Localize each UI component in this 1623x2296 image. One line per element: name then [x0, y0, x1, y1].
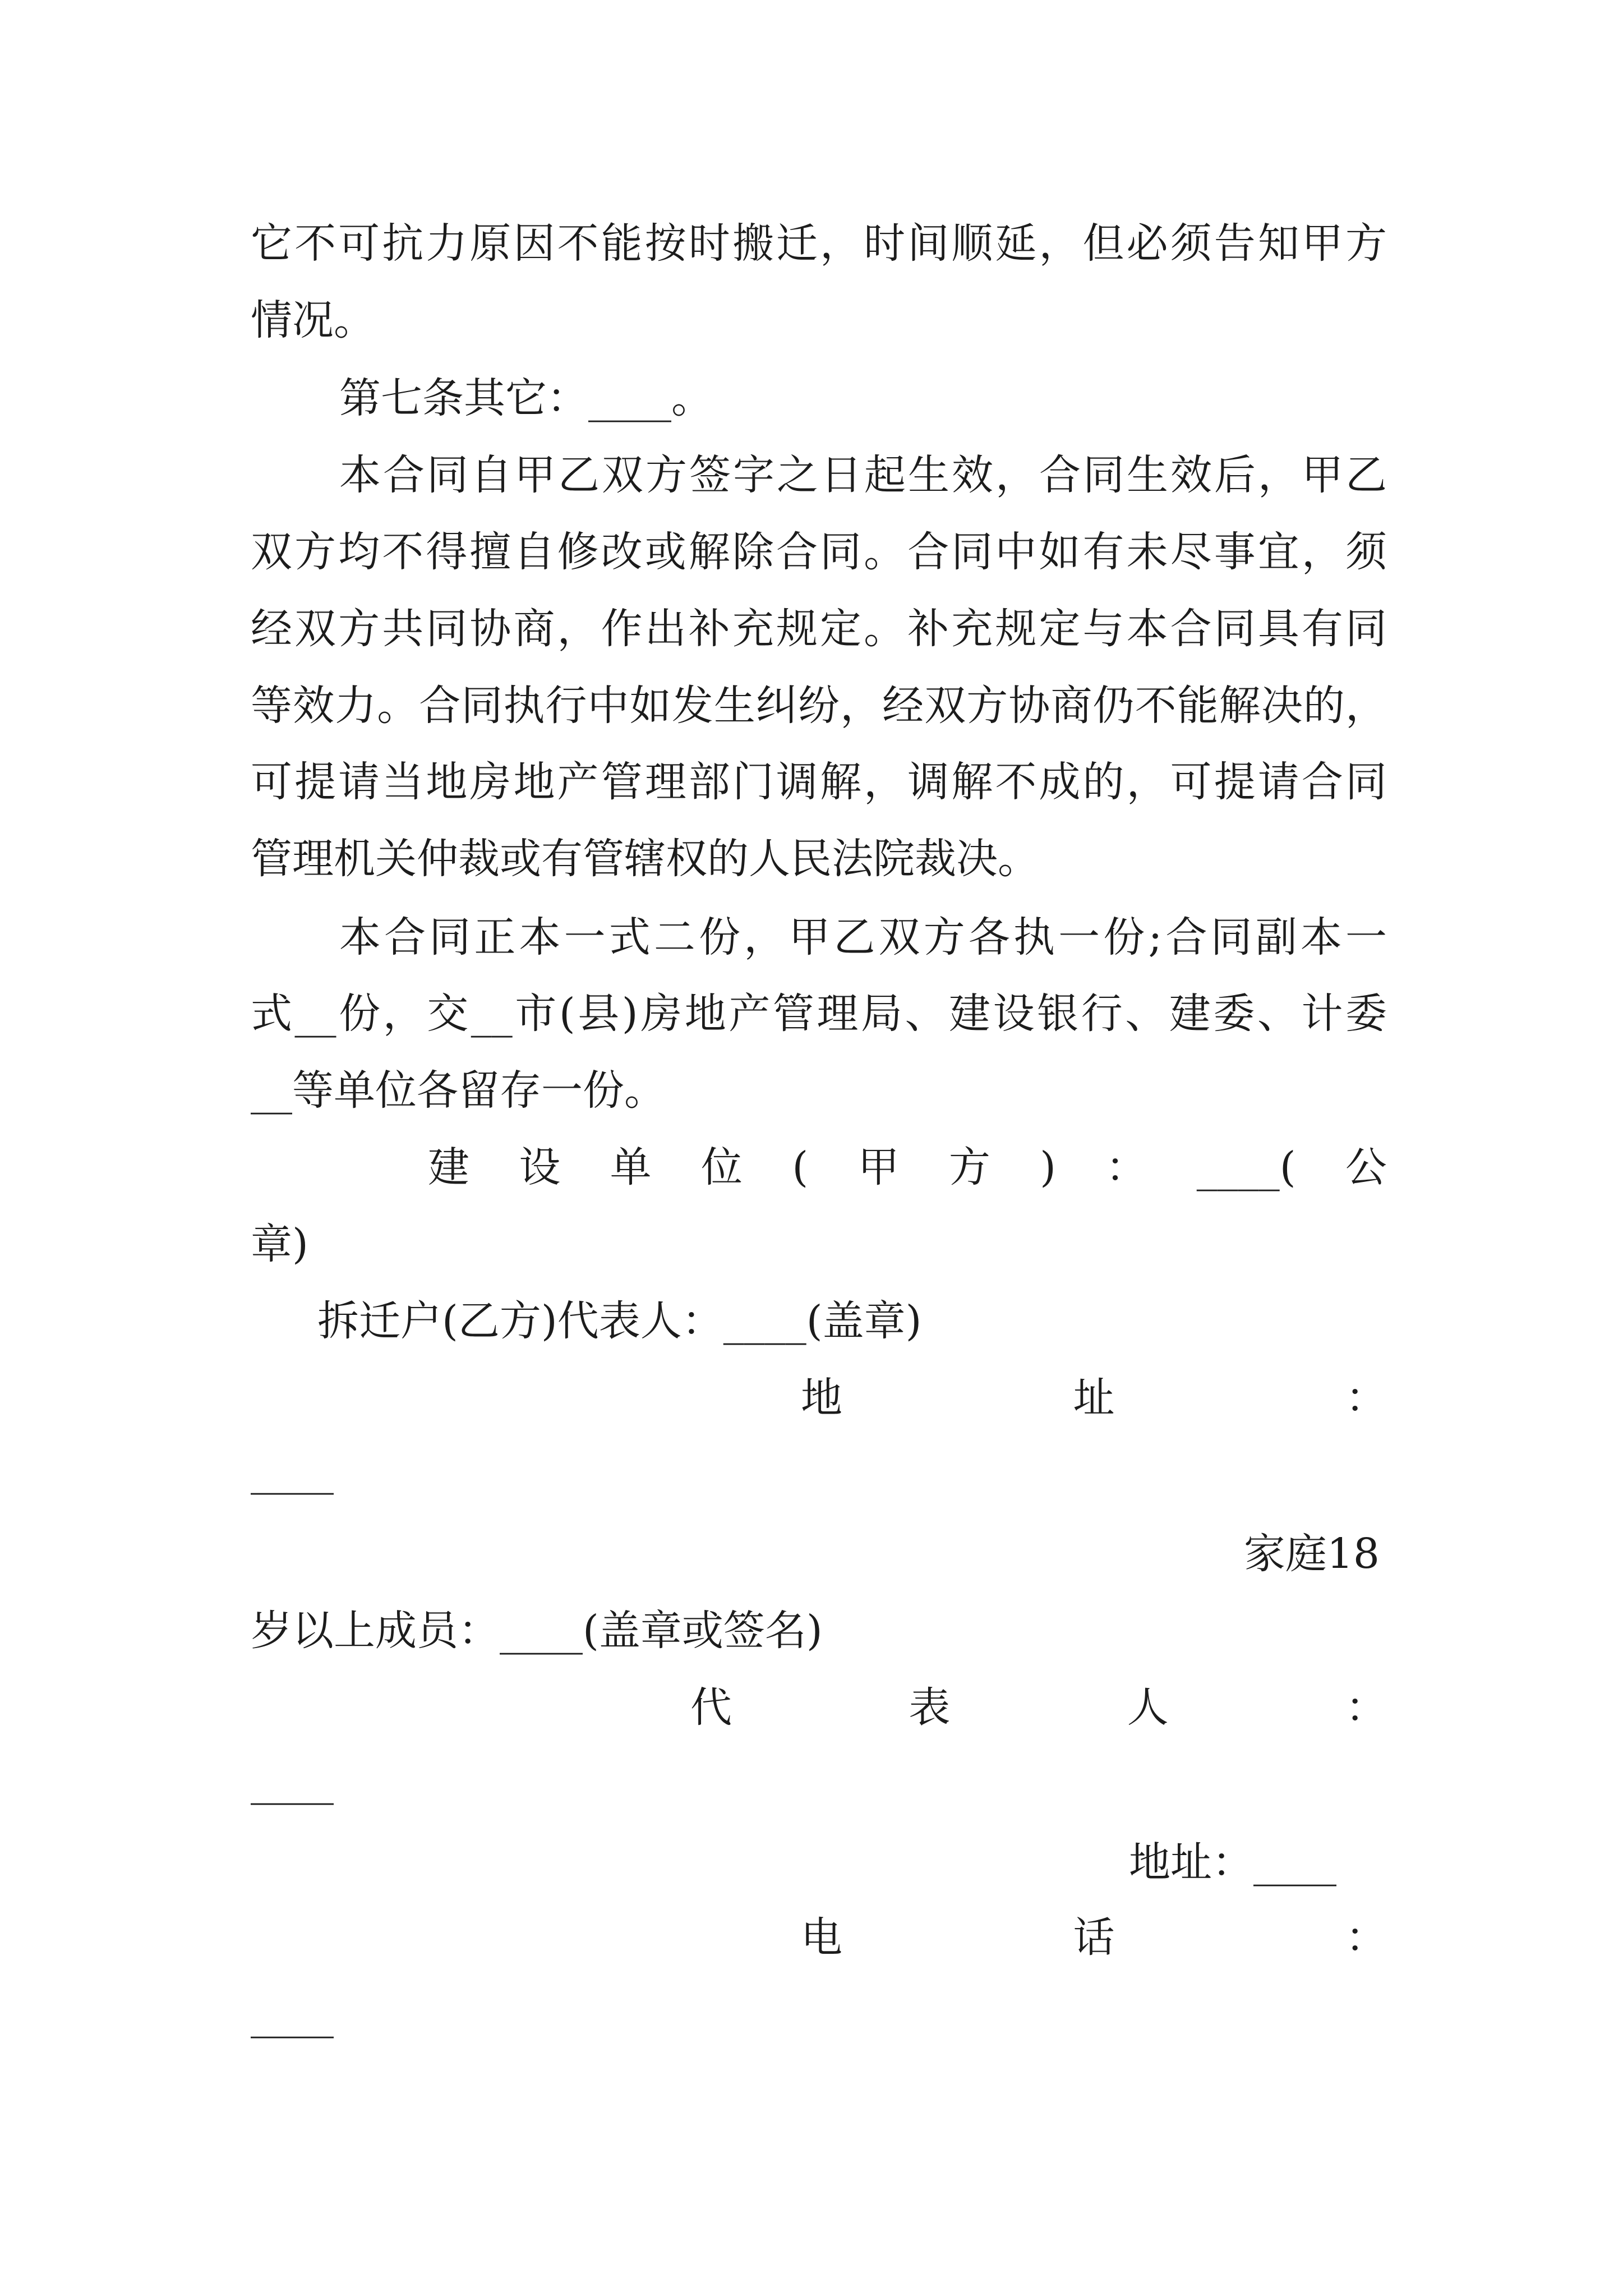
- party-a-signature-end: 章): [251, 1220, 308, 1268]
- address-2-line: 地址：____: [1129, 1838, 1336, 1887]
- effective-clause-line: 可提请当地房地产管理部门调解，调解不成的，可提请合同: [251, 758, 1387, 806]
- party-a-char: 位: [700, 1143, 743, 1191]
- address-label-char: ：: [1345, 1374, 1387, 1422]
- effective-clause-line: 等效力。合同执行中如发生纠纷，经双方协商仍不能解决的，: [251, 682, 1387, 730]
- party-a-char: 设: [519, 1143, 561, 1191]
- party-a-char: 建: [428, 1143, 469, 1191]
- copies-clause-line: 本合同正本一式二份，甲乙双方各执一份;合同副本一: [339, 913, 1387, 961]
- representative-label-char: 表: [909, 1683, 951, 1732]
- effective-clause-line: 双方均不得擅自修改或解除合同。合同中如有未尽事宜，须: [251, 528, 1387, 576]
- family-member-line: 岁以上成员：____(盖章或签名): [251, 1607, 823, 1655]
- copies-clause-line: __等单位各留存一份。: [251, 1066, 666, 1115]
- address-blank: ____: [251, 1447, 334, 1495]
- phone-label-char: 电: [801, 1913, 842, 1962]
- family-member-prefix: 家庭18: [1243, 1530, 1380, 1578]
- effective-clause-line: 经双方共同协商，作出补充规定。补充规定与本合同具有同: [251, 605, 1387, 653]
- phone-label: [801, 1910, 1387, 1966]
- party-a-char: ): [1040, 1143, 1057, 1191]
- phone-label-char: 话: [1073, 1913, 1115, 1962]
- address-label: [801, 1370, 1387, 1426]
- party-a-char: 单: [610, 1143, 652, 1191]
- party-a-char: 方: [948, 1143, 990, 1191]
- representative-label-char: 人: [1127, 1683, 1169, 1732]
- party-a-blank: ____(: [1196, 1143, 1296, 1191]
- representative-blank: ____: [251, 1757, 334, 1805]
- article-7-other: 第七条其它：____。: [339, 374, 713, 422]
- address-label-char: 地: [801, 1374, 842, 1422]
- party-a-char: (: [792, 1143, 809, 1191]
- representative-label-char: 代: [690, 1683, 732, 1732]
- representative-label-char: ：: [1345, 1683, 1387, 1732]
- phone-blank: ____: [251, 1990, 334, 2039]
- address-label-char: 址: [1073, 1374, 1115, 1422]
- phone-label-char: ：: [1345, 1913, 1387, 1962]
- copies-clause-line: 式__份，交__市(县)房地产管理局、建设银行、建委、计委: [251, 990, 1387, 1038]
- effective-clause-line: 本合同自甲乙双方签字之日起生效，合同生效后，甲乙: [339, 451, 1387, 499]
- clause-continuation-line-2: 情况。: [251, 296, 375, 344]
- party-a-char: ：: [1105, 1143, 1147, 1191]
- party-a-signature-line: [428, 1139, 1387, 1195]
- party-b-representative-line: 拆迁户(乙方)代表人：____(盖章): [317, 1297, 922, 1345]
- clause-continuation-line-1: 它不可抗力原因不能按时搬迁，时间顺延，但必须告知甲方: [251, 219, 1387, 268]
- representative-label: [690, 1680, 1387, 1736]
- party-a-char: 公: [1345, 1143, 1387, 1191]
- party-a-char: 甲: [857, 1143, 900, 1191]
- effective-clause-line: 管理机关仲裁或有管辖权的人民法院裁决。: [251, 835, 1039, 883]
